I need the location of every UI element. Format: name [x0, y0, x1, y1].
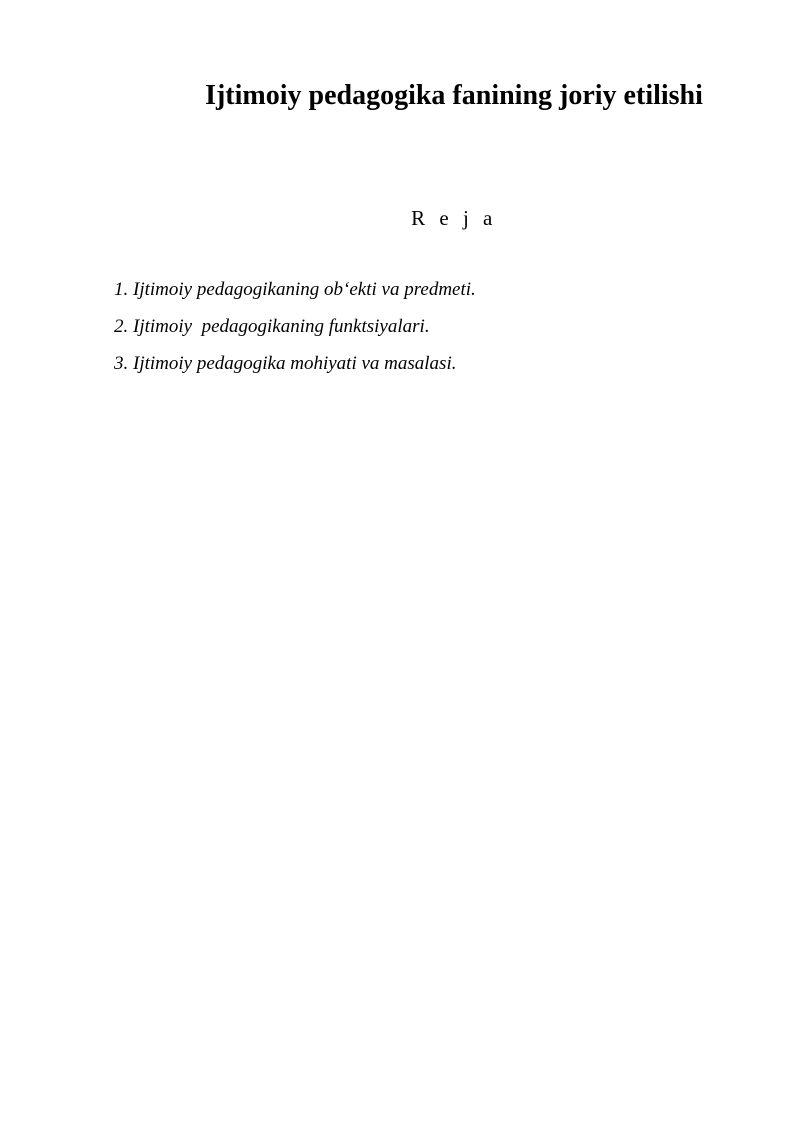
plan-list: [114, 278, 476, 389]
plan-item: 3. Ijtimoiy pedagogika mohiyati va masalasi.: [114, 353, 457, 374]
plan-item: 1. Ijtimoiy pedagogikaning ob‘ekti va predmeti.: [114, 279, 476, 300]
document-title: Ijtimoiy pedagogika fanining joriy etilishi: [205, 80, 703, 111]
plan-item: 2. Ijtimoiy pedagogikaning funktsiyalari.: [114, 316, 430, 337]
plan-heading: R e j a: [411, 206, 497, 230]
